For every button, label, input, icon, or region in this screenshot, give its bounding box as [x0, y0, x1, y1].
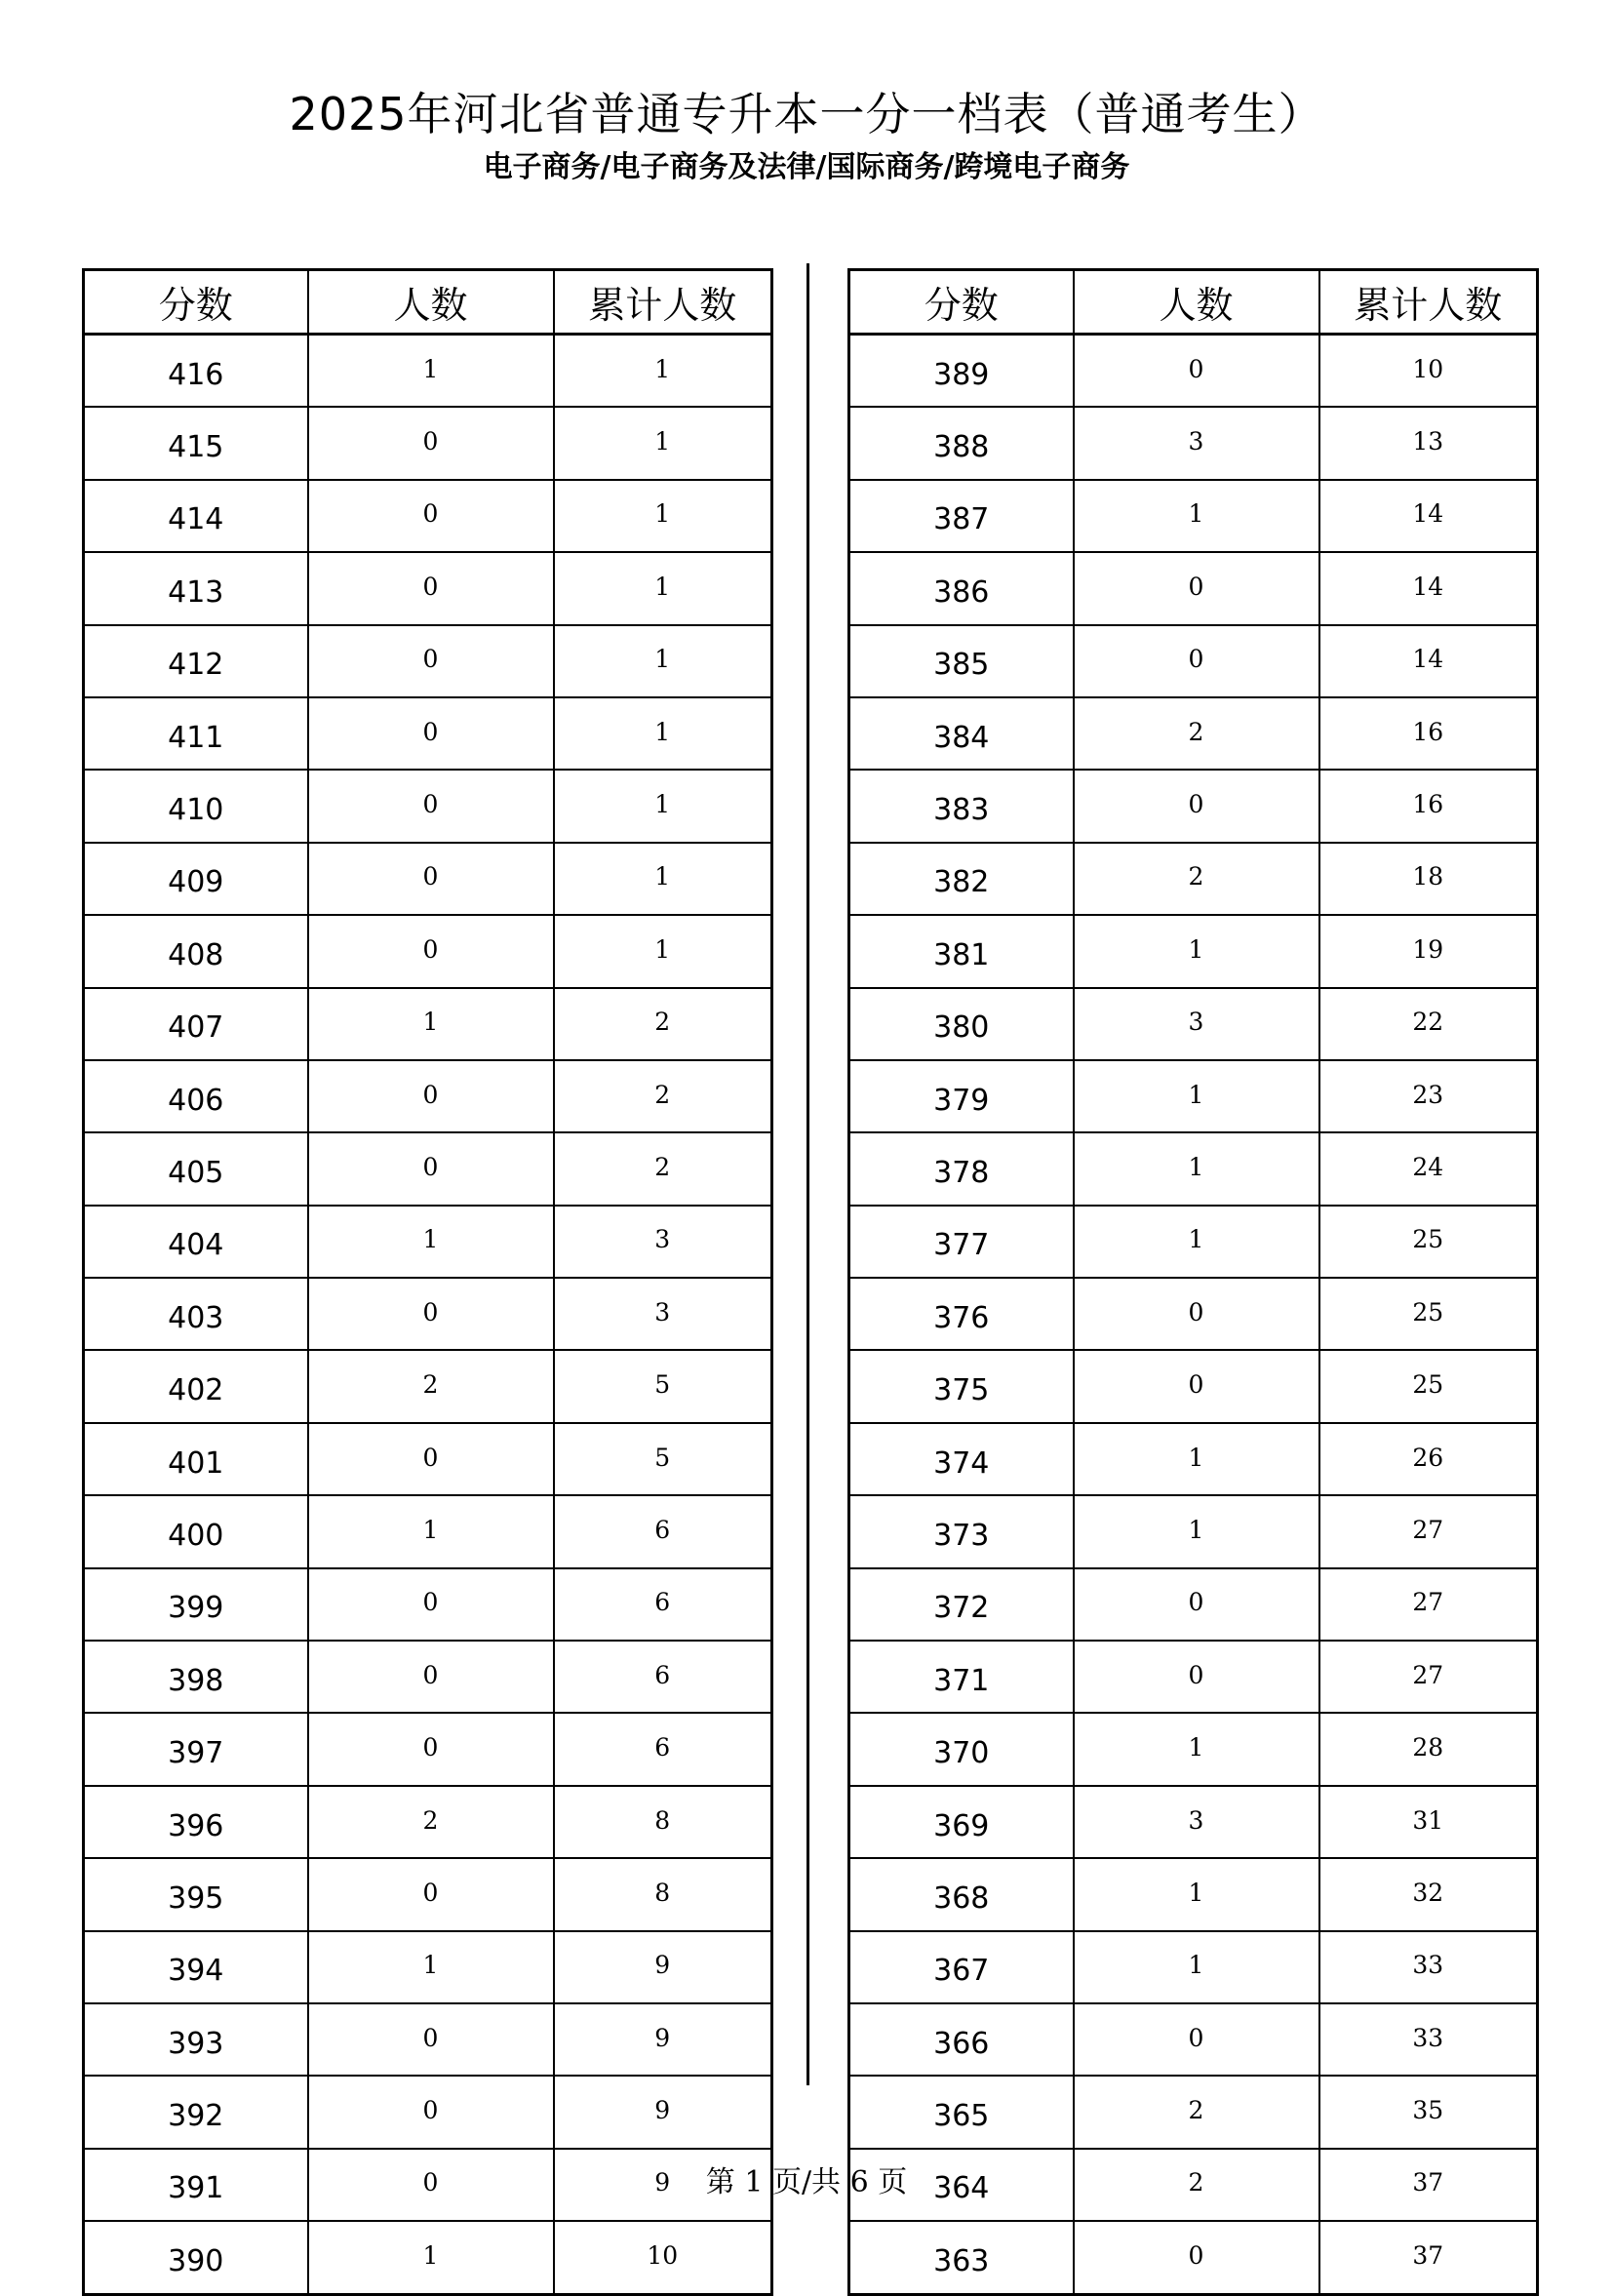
count-cell: 0 [308, 625, 554, 697]
table-row [84, 1641, 772, 1713]
score-cell: 393 [84, 2003, 308, 2076]
count-cell: 0 [1074, 1641, 1319, 1713]
table-row [84, 1858, 772, 1930]
score-cell: 383 [849, 770, 1074, 842]
count-cell: 0 [308, 1713, 554, 1785]
table-row [84, 1350, 772, 1422]
table-row [849, 2003, 1538, 2076]
score-cell: 391 [84, 2149, 308, 2221]
score-cell: 369 [849, 1786, 1074, 1858]
table-row [849, 988, 1538, 1060]
score-cell: 379 [849, 1060, 1074, 1132]
count-cell: 1 [308, 988, 554, 1060]
score-cell: 381 [849, 915, 1074, 987]
table-row [849, 1278, 1538, 1350]
count-cell: 0 [1074, 625, 1319, 697]
page-subtitle: 电子商务/电子商务及法律/国际商务/跨境电子商务 [483, 150, 1130, 184]
header-score: 分数 [84, 270, 308, 335]
score-cell: 410 [84, 770, 308, 842]
score-cell: 409 [84, 843, 308, 915]
cumulative-cell: 10 [1319, 335, 1538, 408]
cumulative-cell: 5 [554, 1423, 772, 1495]
table-header-row [84, 270, 772, 335]
cumulative-cell: 6 [554, 1713, 772, 1785]
table-row [84, 1713, 772, 1785]
column-divider [806, 263, 809, 2085]
table-row [84, 1060, 772, 1132]
score-cell: 367 [849, 1931, 1074, 2003]
count-cell: 0 [308, 480, 554, 552]
cumulative-cell: 9 [554, 1931, 772, 2003]
score-cell: 377 [849, 1206, 1074, 1278]
count-cell: 0 [308, 1060, 554, 1132]
header-count: 人数 [308, 270, 554, 335]
score-cell: 374 [849, 1423, 1074, 1495]
table-row [84, 625, 772, 697]
count-cell: 0 [1074, 1568, 1319, 1641]
score-cell: 403 [84, 1278, 308, 1350]
cumulative-cell: 14 [1319, 625, 1538, 697]
count-cell: 0 [308, 2003, 554, 2076]
cumulative-cell: 8 [554, 1786, 772, 1858]
score-cell: 363 [849, 2221, 1074, 2294]
table-row [849, 2221, 1538, 2294]
score-table-right [847, 268, 1539, 2296]
table-row [849, 843, 1538, 915]
score-cell: 385 [849, 625, 1074, 697]
cumulative-cell: 25 [1319, 1350, 1538, 1422]
count-cell: 1 [1074, 915, 1319, 987]
score-cell: 368 [849, 1858, 1074, 1930]
cumulative-cell: 3 [554, 1278, 772, 1350]
count-cell: 1 [308, 1206, 554, 1278]
cumulative-cell: 6 [554, 1568, 772, 1641]
cumulative-cell: 1 [554, 552, 772, 624]
count-cell: 0 [308, 770, 554, 842]
cumulative-cell: 23 [1319, 1060, 1538, 1132]
cumulative-cell: 1 [554, 697, 772, 770]
cumulative-cell: 6 [554, 1641, 772, 1713]
score-cell: 387 [849, 480, 1074, 552]
count-cell: 0 [308, 843, 554, 915]
score-cell: 365 [849, 2076, 1074, 2148]
table-row [849, 1858, 1538, 1930]
score-cell: 375 [849, 1350, 1074, 1422]
cumulative-cell: 1 [554, 843, 772, 915]
table-row [849, 1060, 1538, 1132]
count-cell: 0 [1074, 770, 1319, 842]
cumulative-cell: 2 [554, 1132, 772, 1205]
count-cell: 1 [1074, 1713, 1319, 1785]
count-cell: 1 [308, 2221, 554, 2294]
count-cell: 1 [1074, 1931, 1319, 2003]
cumulative-cell: 6 [554, 1495, 772, 1567]
cumulative-cell: 14 [1319, 552, 1538, 624]
score-cell: 413 [84, 552, 308, 624]
cumulative-cell: 26 [1319, 1423, 1538, 1495]
table-row [84, 1206, 772, 1278]
score-cell: 397 [84, 1713, 308, 1785]
table-row [84, 335, 772, 408]
count-cell: 0 [308, 1278, 554, 1350]
score-cell: 406 [84, 1060, 308, 1132]
score-cell: 399 [84, 1568, 308, 1641]
cumulative-cell: 16 [1319, 697, 1538, 770]
count-cell: 1 [1074, 1132, 1319, 1205]
table-header-row [849, 270, 1538, 335]
score-cell: 404 [84, 1206, 308, 1278]
table-row [849, 480, 1538, 552]
table-row [849, 1641, 1538, 1713]
count-cell: 0 [1074, 2221, 1319, 2294]
score-cell: 411 [84, 697, 308, 770]
score-cell: 386 [849, 552, 1074, 624]
table-row [84, 480, 772, 552]
score-cell: 407 [84, 988, 308, 1060]
score-cell: 371 [849, 1641, 1074, 1713]
cumulative-cell: 1 [554, 770, 772, 842]
count-cell: 0 [308, 2076, 554, 2148]
score-cell: 370 [849, 1713, 1074, 1785]
cumulative-cell: 3 [554, 1206, 772, 1278]
score-cell: 382 [849, 843, 1074, 915]
cumulative-cell: 28 [1319, 1713, 1538, 1785]
cumulative-cell: 9 [554, 2003, 772, 2076]
score-cell: 416 [84, 335, 308, 408]
count-cell: 2 [1074, 2149, 1319, 2221]
score-cell: 398 [84, 1641, 308, 1713]
score-cell: 401 [84, 1423, 308, 1495]
cumulative-cell: 27 [1319, 1495, 1538, 1567]
count-cell: 2 [1074, 2076, 1319, 2148]
table-row [84, 1423, 772, 1495]
score-cell: 376 [849, 1278, 1074, 1350]
cumulative-cell: 33 [1319, 1931, 1538, 2003]
cumulative-cell: 22 [1319, 988, 1538, 1060]
count-cell: 0 [308, 1568, 554, 1641]
score-cell: 366 [849, 2003, 1074, 2076]
page-title: 2025年河北省普通专升本一分一档表（普通考生） [289, 88, 1324, 140]
table-row [84, 552, 772, 624]
count-cell: 0 [308, 2149, 554, 2221]
cumulative-cell: 33 [1319, 2003, 1538, 2076]
cumulative-cell: 37 [1319, 2221, 1538, 2294]
count-cell: 0 [1074, 552, 1319, 624]
cumulative-cell: 13 [1319, 407, 1538, 479]
table-row [84, 407, 772, 479]
cumulative-cell: 18 [1319, 843, 1538, 915]
table-row [849, 407, 1538, 479]
cumulative-cell: 25 [1319, 1278, 1538, 1350]
table-row [849, 697, 1538, 770]
count-cell: 3 [1074, 407, 1319, 479]
count-cell: 1 [308, 1931, 554, 2003]
score-cell: 396 [84, 1786, 308, 1858]
table-row [849, 1495, 1538, 1567]
cumulative-cell: 9 [554, 2149, 772, 2221]
table-row [84, 1568, 772, 1641]
cumulative-cell: 27 [1319, 1641, 1538, 1713]
table-row [849, 1132, 1538, 1205]
count-cell: 3 [1074, 1786, 1319, 1858]
header-score: 分数 [849, 270, 1074, 335]
count-cell: 2 [1074, 697, 1319, 770]
count-cell: 2 [308, 1350, 554, 1422]
score-cell: 395 [84, 1858, 308, 1930]
cumulative-cell: 32 [1319, 1858, 1538, 1930]
count-cell: 0 [308, 407, 554, 479]
score-cell: 408 [84, 915, 308, 987]
score-cell: 405 [84, 1132, 308, 1205]
cumulative-cell: 31 [1319, 1786, 1538, 1858]
count-cell: 0 [308, 915, 554, 987]
table-row [849, 1350, 1538, 1422]
table-row [84, 1132, 772, 1205]
score-table-left [82, 268, 773, 2296]
score-cell: 402 [84, 1350, 308, 1422]
cumulative-cell: 9 [554, 2076, 772, 2148]
count-cell: 1 [1074, 1206, 1319, 1278]
table-row [84, 2003, 772, 2076]
score-cell: 389 [849, 335, 1074, 408]
count-cell: 0 [308, 1423, 554, 1495]
cumulative-cell: 1 [554, 407, 772, 479]
cumulative-cell: 14 [1319, 480, 1538, 552]
score-cell: 392 [84, 2076, 308, 2148]
cumulative-cell: 27 [1319, 1568, 1538, 1641]
cumulative-cell: 8 [554, 1858, 772, 1930]
count-cell: 0 [308, 552, 554, 624]
score-cell: 388 [849, 407, 1074, 479]
cumulative-cell: 2 [554, 1060, 772, 1132]
score-cell: 364 [849, 2149, 1074, 2221]
score-cell: 400 [84, 1495, 308, 1567]
table-row [849, 552, 1538, 624]
count-cell: 2 [1074, 843, 1319, 915]
count-cell: 0 [1074, 1350, 1319, 1422]
cumulative-cell: 1 [554, 625, 772, 697]
table-row [84, 697, 772, 770]
table-row [849, 335, 1538, 408]
cumulative-cell: 25 [1319, 1206, 1538, 1278]
table-row [84, 2076, 772, 2148]
cumulative-cell: 1 [554, 915, 772, 987]
table-row [84, 843, 772, 915]
cumulative-cell: 19 [1319, 915, 1538, 987]
table-row [84, 1278, 772, 1350]
score-cell: 384 [849, 697, 1074, 770]
count-cell: 0 [308, 1858, 554, 1930]
table-row [84, 2221, 772, 2294]
count-cell: 2 [308, 1786, 554, 1858]
table-row [84, 1495, 772, 1567]
score-cell: 380 [849, 988, 1074, 1060]
score-cell: 378 [849, 1132, 1074, 1205]
header-cumulative: 累计人数 [554, 270, 772, 335]
page-footer: 第 1 页/共 6 页 [705, 2165, 908, 2199]
score-cell: 373 [849, 1495, 1074, 1567]
count-cell: 0 [308, 697, 554, 770]
count-cell: 0 [1074, 2003, 1319, 2076]
table-row [849, 1713, 1538, 1785]
cumulative-cell: 35 [1319, 2076, 1538, 2148]
cumulative-cell: 37 [1319, 2149, 1538, 2221]
score-cell: 394 [84, 1931, 308, 2003]
header-count: 人数 [1074, 270, 1319, 335]
cumulative-cell: 5 [554, 1350, 772, 1422]
count-cell: 1 [1074, 1495, 1319, 1567]
table-row [849, 1568, 1538, 1641]
count-cell: 1 [308, 335, 554, 408]
table-row [849, 1786, 1538, 1858]
count-cell: 0 [308, 1132, 554, 1205]
score-cell: 390 [84, 2221, 308, 2294]
table-row [849, 2076, 1538, 2148]
cumulative-cell: 16 [1319, 770, 1538, 842]
count-cell: 0 [1074, 1278, 1319, 1350]
score-cell: 414 [84, 480, 308, 552]
table-row [849, 1931, 1538, 2003]
count-cell: 1 [1074, 1060, 1319, 1132]
table-row [84, 770, 772, 842]
table-row [84, 915, 772, 987]
table-row [849, 770, 1538, 842]
table-row [84, 988, 772, 1060]
table-row [849, 1206, 1538, 1278]
cumulative-cell: 1 [554, 335, 772, 408]
table-row [84, 1931, 772, 2003]
count-cell: 1 [1074, 1423, 1319, 1495]
cumulative-cell: 2 [554, 988, 772, 1060]
count-cell: 0 [1074, 335, 1319, 408]
cumulative-cell: 1 [554, 480, 772, 552]
table-row [849, 915, 1538, 987]
table-row [84, 1786, 772, 1858]
table-row [849, 1423, 1538, 1495]
score-cell: 412 [84, 625, 308, 697]
header-cumulative: 累计人数 [1319, 270, 1538, 335]
count-cell: 1 [1074, 480, 1319, 552]
table-row [849, 625, 1538, 697]
count-cell: 1 [1074, 1858, 1319, 1930]
score-cell: 372 [849, 1568, 1074, 1641]
cumulative-cell: 10 [554, 2221, 772, 2294]
count-cell: 3 [1074, 988, 1319, 1060]
count-cell: 1 [308, 1495, 554, 1567]
cumulative-cell: 24 [1319, 1132, 1538, 1205]
count-cell: 0 [308, 1641, 554, 1713]
score-cell: 415 [84, 407, 308, 479]
